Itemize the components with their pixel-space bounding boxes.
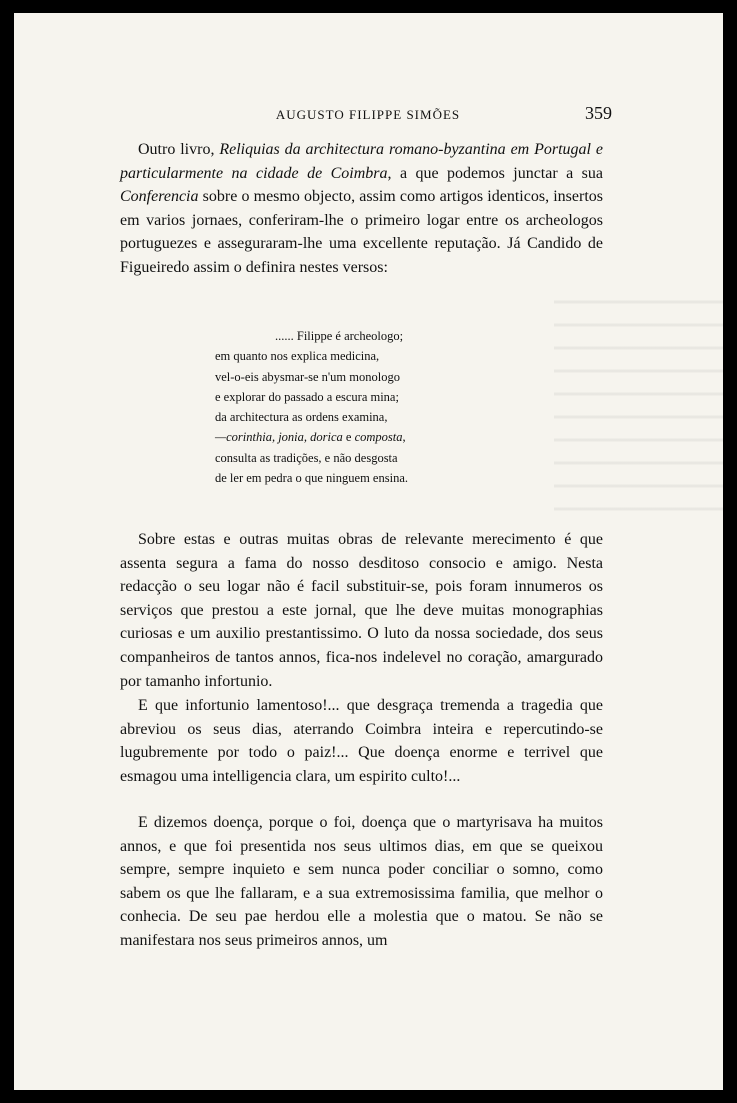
verse-line: em quanto nos explica medicina, bbox=[215, 349, 380, 364]
conference-title-italic: Conferencia bbox=[120, 188, 199, 206]
bleed-through-shadow bbox=[554, 283, 723, 523]
verse-line: vel-o-eis abysmar-se n'um monologo bbox=[215, 369, 400, 384]
paragraph-2 bbox=[120, 528, 603, 693]
page-number: 359 bbox=[585, 103, 612, 123]
verse-line: consulta as tradições, e não desgosta bbox=[215, 450, 398, 465]
paragraph-3-text: E que infortunio lamentoso!... que desgraça tremenda a tragedia que abreviou os seus dias, aterrando Coimbra inteira e repercutindo-se lugubremente por todo o paiz!... Que doença enorme e terrivel que esmagou uma intelligencia clara, um espirito culto!... bbox=[120, 697, 603, 785]
text-run: Outro livro, bbox=[138, 141, 220, 158]
paragraph-1-text bbox=[120, 138, 603, 280]
verse-quotation bbox=[215, 326, 408, 488]
verse-line: da architectura as ordens examina, bbox=[215, 410, 388, 425]
verse-line: ...... Filippe é archeologo; bbox=[275, 329, 404, 343]
verse-italic: composta bbox=[354, 430, 403, 445]
paragraph-3 bbox=[120, 694, 603, 788]
page-header bbox=[124, 103, 612, 127]
book-page bbox=[14, 13, 723, 1090]
verse-text: , bbox=[402, 430, 406, 445]
verse-line: de ler em pedra o que ninguem ensina. bbox=[215, 471, 408, 486]
paragraph-2-text: Sobre estas e outras muitas obras de relevante merecimento é que assenta segura a fama do nosso desditoso consocio e amigo. Nesta redacção o seu logar não é facil substituir-se, pois foram innumeros os serviços que prestou a este jornal, que lhe deve muitas monographias curiosas e um auxilio prestantissimo. O luto da nossa sociedade, dos seus companheiros de tantos annos, fica-nos indelevel no coração, amargurado por tamanho infortunio. bbox=[120, 531, 603, 690]
paragraph-1 bbox=[120, 138, 603, 280]
paragraph-4-text: E dizemos doença, porque o foi, doença que o martyrisava ha muitos annos, e que foi presentida nos seus ultimos dias, em que se queixou sempre, sempre inquieto e sem nunca poder conciliar o somno, como sabem os que lhe fallaram, e a sua extremosissima familia, que melhor o conhecia. De seu pae herdou elle a molestia que o matou. Se não se manifestara nos seus primeiros annos, um bbox=[120, 814, 603, 949]
verse-text: e bbox=[342, 430, 355, 445]
paragraph-4 bbox=[120, 811, 603, 953]
verse-line: e explorar do passado a escura mina; bbox=[215, 389, 399, 404]
text-run: sobre o mesmo objecto, assim como artigos identicos, insertos em varios jornaes, conferiram-lhe o primeiro logar entre os archeologos portuguezes e asseguraram-lhe uma excellente reputação. Já Candido de Figueiredo assim o definira nestes versos: bbox=[120, 188, 603, 276]
running-head: AUGUSTO FILIPPE SIMÕES bbox=[275, 107, 461, 122]
book-title-italic: Reliquias da architectura romano-byzantina em Portugal e particularmente na cidade de Coimbra bbox=[120, 141, 603, 182]
verse-line bbox=[215, 427, 408, 447]
text-run: , a que podemos junctar a sua bbox=[387, 164, 603, 182]
verse-italic: —corinthia, jonia, dorica bbox=[215, 430, 343, 445]
